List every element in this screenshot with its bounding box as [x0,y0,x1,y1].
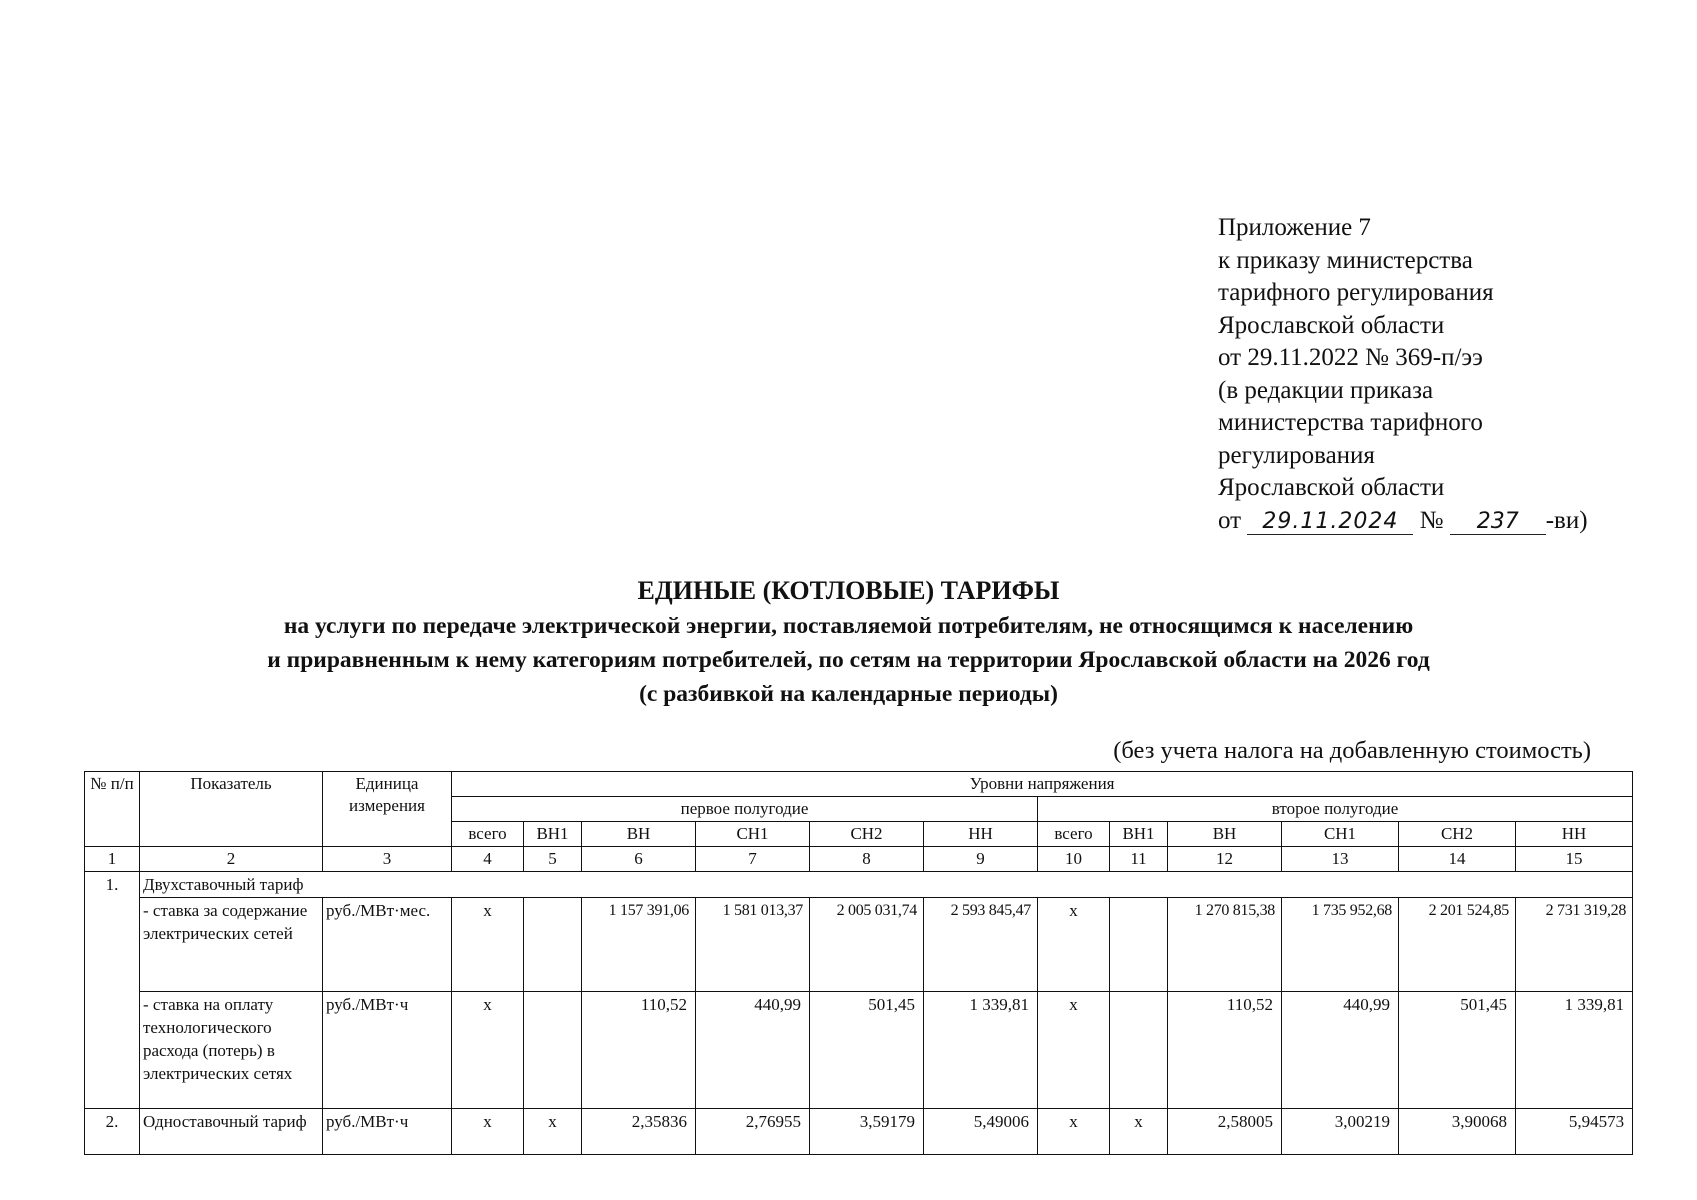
table-row [85,898,1633,992]
header-level: ВН [582,822,696,847]
header-unit: Единица измерения [323,772,452,847]
appendix-line: тарифного регулирования [1218,279,1494,306]
header-level: СН2 [1399,822,1516,847]
column-number: 5 [524,847,582,872]
header-level: СН2 [810,822,924,847]
header-first-half: первое полугодие [452,797,1038,822]
value-cell: х [452,898,524,992]
column-number: 3 [323,847,452,872]
header-second-half: второе полугодие [1038,797,1633,822]
row-number: 1. [85,872,140,1109]
appendix-header [1218,212,1618,537]
table-row [85,992,1633,1109]
title-line-2: и приравненным к нему категориям потребителей, по сетям на территории Ярославской области на 2026 год [267,647,1430,673]
value-cell: 440,99 [696,992,810,1109]
value-cell: х [524,1109,582,1155]
value-cell: 3,59179 [810,1109,924,1155]
value-cell: 2,76955 [696,1109,810,1155]
amendment-suffix: -ви) [1545,506,1588,534]
column-number: 12 [1168,847,1282,872]
row-number: 2. [85,1109,140,1155]
value-cell: 2 201 524,85 [1399,898,1516,992]
value-cell: 1 581 013,37 [696,898,810,992]
value-cell [524,898,582,992]
value-cell: х [1038,1109,1110,1155]
tariff-table [84,771,1633,1155]
header-level: СН1 [1282,822,1399,847]
value-cell: 2,58005 [1168,1109,1282,1155]
column-number: 2 [140,847,323,872]
column-number-row [85,847,1633,872]
value-cell: 2 005 031,74 [810,898,924,992]
value-cell: 110,52 [1168,992,1282,1109]
column-number: 7 [696,847,810,872]
amendment-prefix: от [1218,506,1242,534]
value-cell: 1 157 391,06 [582,898,696,992]
title-line-3: (с разбивкой на календарные периоды) [639,681,1058,707]
value-cell: 440,99 [1282,992,1399,1109]
indicator-cell: - ставка за содержание электрических сетей [140,898,323,992]
header-voltage-levels: Уровни напряжения [452,772,1633,797]
appendix-amendment-line [1218,505,1618,538]
value-cell: х [452,992,524,1109]
value-cell: 3,90068 [1399,1109,1516,1155]
section-row [85,872,1633,898]
value-cell: 2,35836 [582,1109,696,1155]
unit-cell: руб./МВт·ч [323,992,452,1109]
value-cell: 2 593 845,47 [924,898,1038,992]
value-cell: 1 735 952,68 [1282,898,1399,992]
header-level: ВН1 [524,822,582,847]
header-indicator: Показатель [140,772,323,847]
column-number: 6 [582,847,696,872]
column-number: 8 [810,847,924,872]
column-number: 13 [1282,847,1399,872]
value-cell [524,992,582,1109]
value-cell: х [1110,1109,1168,1155]
appendix-line: министерства тарифного [1218,409,1483,436]
appendix-line: Ярославской области [1218,474,1445,501]
handwritten-number: 237 [1450,510,1546,535]
column-number: 4 [452,847,524,872]
appendix-line: регулирования [1218,441,1375,469]
value-cell: 2 731 319,28 [1516,898,1633,992]
column-number: 10 [1038,847,1110,872]
vat-note: (без учета налога на добавленную стоимость) [1113,737,1591,764]
handwritten-date: 29.11.2024 [1247,510,1413,535]
header-level: НН [924,822,1038,847]
value-cell: 501,45 [810,992,924,1109]
header-level: СН1 [696,822,810,847]
unit-cell: руб./МВт·мес. [323,898,452,992]
column-number: 1 [85,847,140,872]
unit-cell: руб./МВт·ч [323,1109,452,1155]
column-number: 14 [1399,847,1516,872]
header-level: всего [1038,822,1110,847]
appendix-line: Ярославской области [1218,311,1445,339]
value-cell: х [1038,992,1110,1109]
indicator-cell: Одноставочный тариф [140,1109,323,1155]
value-cell [1110,898,1168,992]
value-cell: 1 339,81 [1516,992,1633,1109]
value-cell: х [1038,898,1110,992]
document-title [0,573,1697,711]
appendix-line: (в редакции приказа [1218,376,1434,404]
value-cell: 501,45 [1399,992,1516,1109]
value-cell: 1 339,81 [924,992,1038,1109]
header-level: всего [452,822,524,847]
section-title: Двухставочный тариф [140,872,1633,898]
table-row [85,1109,1633,1155]
column-number: 11 [1110,847,1168,872]
header-level: ВН1 [1110,822,1168,847]
value-cell: 5,94573 [1516,1109,1633,1155]
header-level: НН [1516,822,1633,847]
title-line-1: на услуги по передаче электрической энергии, поставляемой потребителям, не относящимся к населению [283,613,1414,639]
value-cell: 1 270 815,38 [1168,898,1282,992]
header-num: № п/п [85,772,140,847]
appendix-line: от 29.11.2022 № 369-п/ээ [1218,344,1483,371]
appendix-line: Приложение 7 [1218,214,1371,241]
header-level: ВН [1168,822,1282,847]
value-cell: 110,52 [582,992,696,1109]
value-cell: 5,49006 [924,1109,1038,1155]
value-cell: х [452,1109,524,1155]
column-number: 9 [924,847,1038,872]
header-row [85,772,1633,797]
number-sign: № [1419,506,1444,534]
column-number: 15 [1516,847,1633,872]
value-cell: 3,00219 [1282,1109,1399,1155]
appendix-line: к приказу министерства [1218,246,1473,274]
value-cell [1110,992,1168,1109]
indicator-cell: - ставка на оплату технологического расхода (потерь) в электрических сетях [140,992,323,1109]
title-main: ЕДИНЫЕ (КОТЛОВЫЕ) ТАРИФЫ [637,576,1060,605]
